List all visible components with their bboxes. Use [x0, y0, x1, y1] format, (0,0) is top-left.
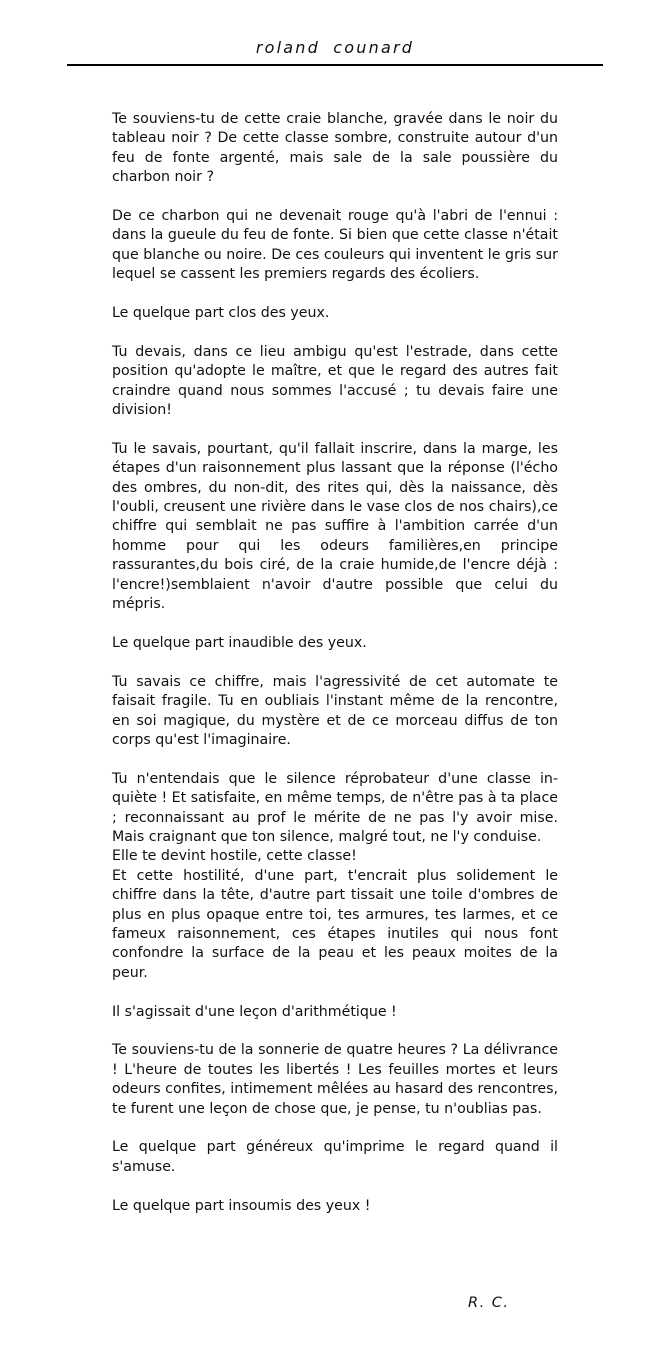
paragraph: Le quelque part généreux qu'imprime le regard quand il s'amuse.	[112, 1139, 558, 1175]
paragraph: De ce charbon qui ne devenait rouge qu'à l'abri de l'ennui : dans la gueule du feu de fonte. Si bien que cette classe n'était que blanche ou noire. De ces couleurs qui inventent le gris sur lequel se cassent les premiers regards des écoliers.	[112, 208, 558, 283]
paragraph: Le quelque part insoumis des yeux !	[112, 1197, 371, 1214]
paragraph: Elle te devint hostile, cette classe!	[112, 848, 357, 865]
paragraph: Le quelque part clos des yeux.	[112, 305, 330, 322]
paragraph: Tu devais, dans ce lieu ambigu qu'est l'estrade, dans cette position qu'adopte le maître, et que le regard des autres fait craindre quand nous sommes l'accusé ; tu devais faire une division!	[112, 343, 558, 419]
paragraph: Te souviens-tu de la sonnerie de quatre heures ? La délivrance ! L'heure de toutes les libertés ! Les feuilles mortes et leurs odeurs confites, intimement mêlées au hasard des rencontres, te furent une leçon de chose que, je pense, tu n'oublias pas.	[112, 1042, 558, 1117]
paragraph: Te souviens-tu de cette craie blanche, gravée dans le noir du tableau noir ? De cette classe sombre, construite autour d'un feu de fonte argenté, mais sale de la sale poussière du charbon noir ?	[112, 111, 558, 186]
author-name: roland counard	[255, 38, 415, 57]
paragraph: Il s'agissait d'une leçon d'arithmétique !	[112, 1003, 397, 1020]
paragraph: Tu le savais, pourtant, qu'il fallait inscrire, dans la marge, les étapes d'un raisonnement plus lassant que la réponse (l'écho des ombres, du non-dit, des rites qui, dès la naissance, dès l'oubli, creusent une rivière dans le vase clos de nos chairs),ce chiffre qui semblait ne pas suffire à l'ambition carrée d'un homme pour qui les odeurs familières,en principe rassurantes,du bois ciré, de la craie humide,de l'encre déjà : l'encre!)semblaient n'avoir d'autre possible que celui du mépris.	[112, 440, 558, 613]
paragraph: Et cette hostilité, d'une part, t'encrait plus solidement le chiffre dans la tête, d'autre part tissait une toile d'ombres de plus en plus opaque entre toi, tes armures, tes larmes, et ce fameux raisonnement, ces étapes inutiles qui nous font confondre la surface de la peau et les peaux moites de la peur.	[112, 867, 558, 981]
body-text	[112, 110, 558, 1216]
page-header	[67, 34, 603, 66]
signature: R. C.	[468, 1295, 510, 1311]
paragraph: Tu savais ce chiffre, mais l'agressivité de cet automate te faisait fragile. Tu en oubliais l'instant même de la rencontre, en soi magique, du mystère et de ce morceau diffus de ton corps qu'est l'imaginaire.	[112, 673, 558, 748]
paragraph: Tu n'entendais que le silence réprobateur d'une classe inquiète ! Et satisfaite, en même temps, de n'être pas à ta place ; reconnaissant au prof le mérite de ne pas l'y avoir mise. Mais craignant que ton silence, malgré tout, ne l'y conduise.	[112, 770, 558, 845]
paragraph: Le quelque part inaudible des yeux.	[112, 634, 367, 651]
